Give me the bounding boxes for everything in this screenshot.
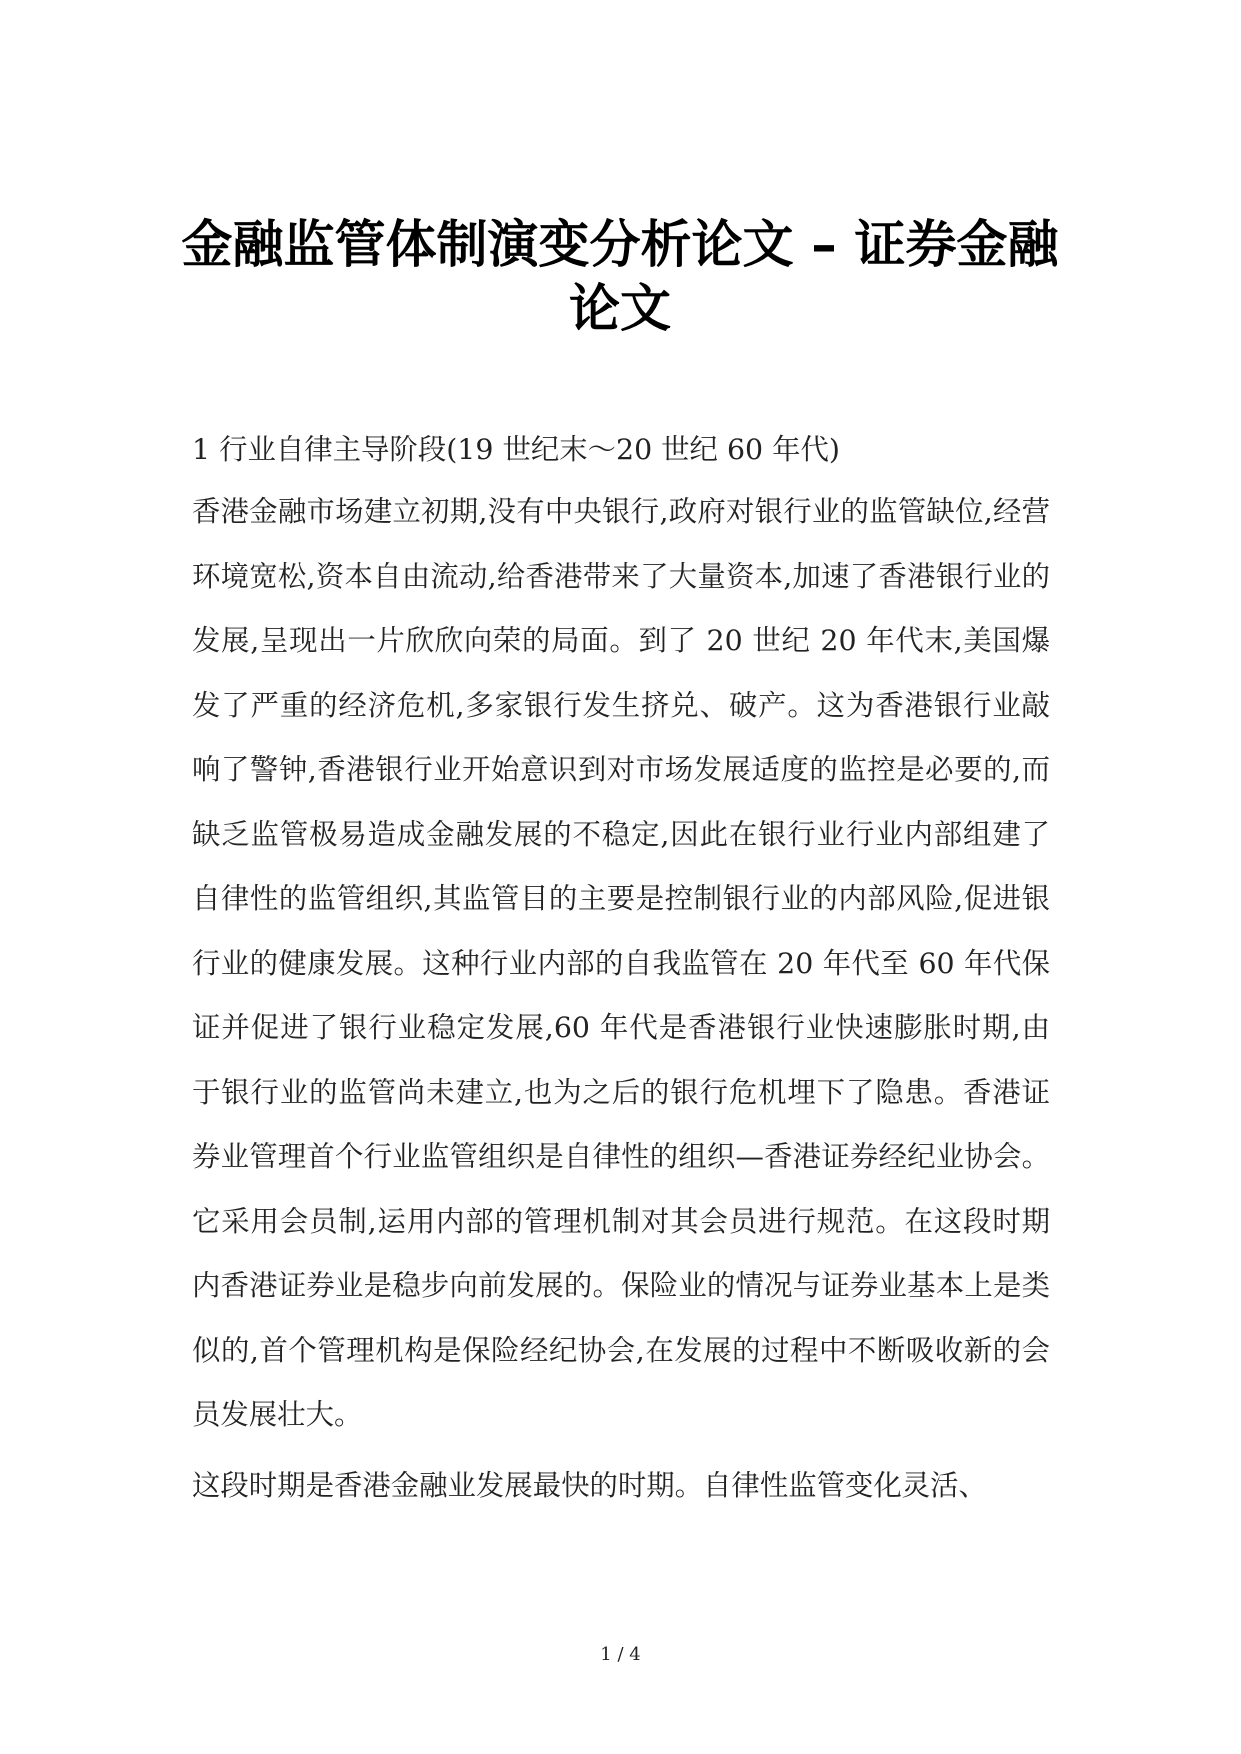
paragraph-2: 这段时期是香港金融业发展最快的时期。自律性监管变化灵活、 xyxy=(192,1468,987,1502)
document-body xyxy=(192,420,1050,1518)
document-title: 金融监管体制演变分析论文 – 证券金融论文 xyxy=(181,216,1059,339)
page-number: 1 / 4 xyxy=(600,1644,641,1665)
paragraph-1: 香港金融市场建立初期,没有中央银行,政府对银行业的监管缺位,经营环境宽松,资本自由流动,给香港带来了大量资本,加速了香港银行业的发展,呈现出一片欣欣向荣的局面。到了 20 世纪 20 年代末,美国爆发了严重的经济危机,多家银行发生挤兑、破产。这为香港银行业敲响了警钟,香港银行业开始意识到对市场发展适度的监控是必要的,而缺乏监管极易造成金融发展的不稳定,因此在银行业行业内部组建了自律性的监管组织,其监管目的主要是控制银行业的内部风险,促进银行业的健康发展。这种行业内部的自我监管在 20 年代至 60 年代保证并促进了银行业稳定发展,60 年代是香港银行业快速膨胀时期,由于银行业的监管尚未建立,也为之后的银行危机埋下了隐患。香港证券业管理首个行业监管组织是自律性的组织—香港证券经纪业协会。它采用会员制,运用内部的管理机制对其会员进行规范。在这段时期内香港证券业是稳步向前发展的。保险业的情况与证券业基本上是类似的,首个管理机构是保险经纪协会,在发展的过程中不断吸收新的会员发展壮大。 xyxy=(192,495,1050,1431)
section-heading: 1 行业自律主导阶段(19 世纪末～20 世纪 60 年代) xyxy=(192,433,840,466)
